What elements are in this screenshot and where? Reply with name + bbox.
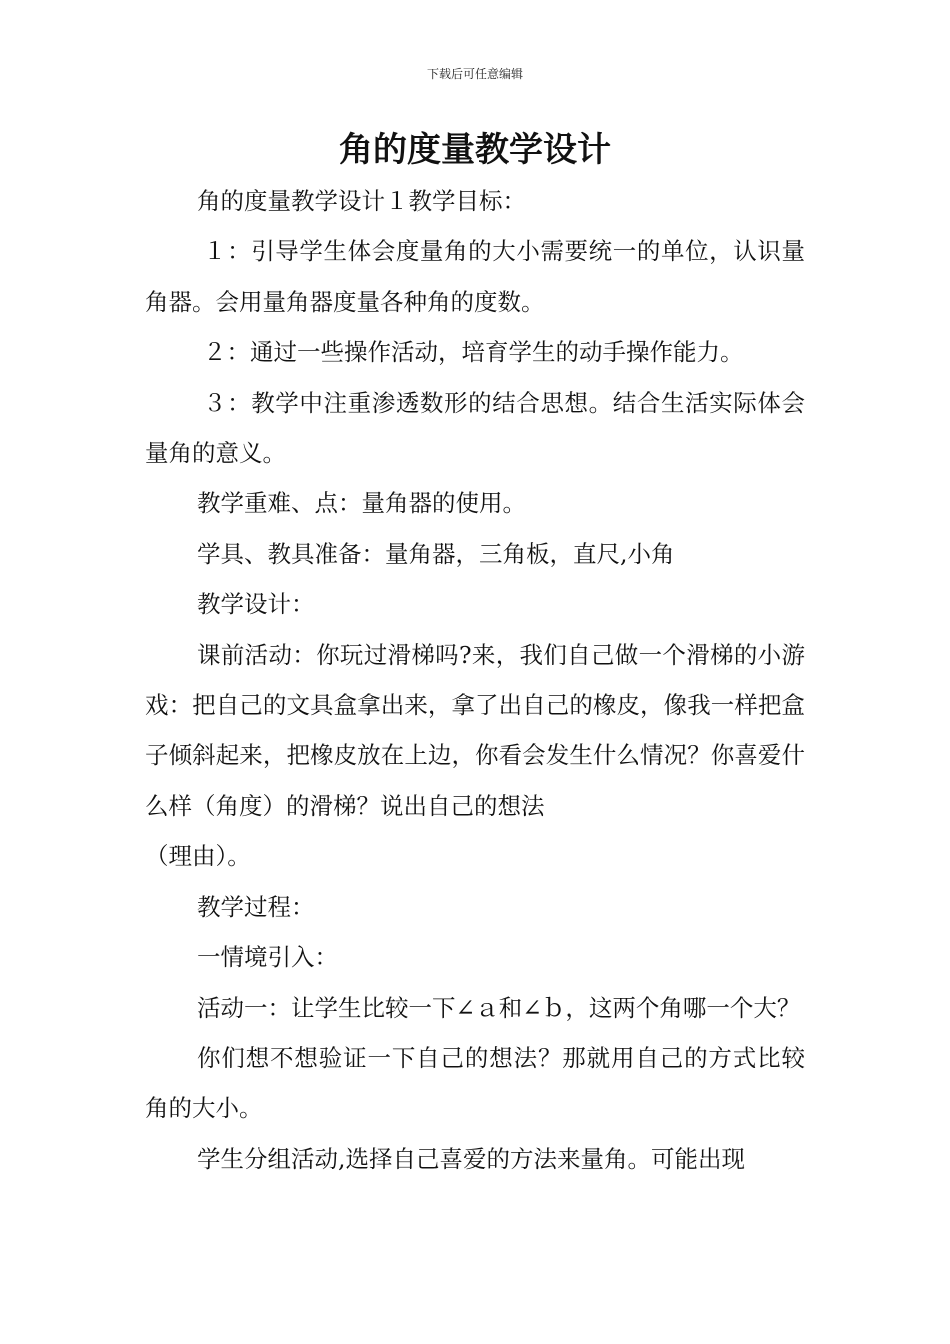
document-body — [145, 176, 805, 1184]
paragraph-verify: 你们想不想验证一下自己的想法？那就用自己的方式比较角的大小。 — [145, 1043, 805, 1123]
paragraph-objective-3: ３：教学中注重渗透数形的结合思想。结合生活实际体会量角的意义。 — [145, 388, 805, 468]
paragraph-pre-class-activity: 课前活动：你玩过滑梯吗?来，我们自己做一个滑梯的小游戏：把自己的文具盒拿出来，拿了出自己的橡皮，像我一样把盒子倾斜起来，把橡皮放在上边，你看会发生什么情况？你喜爱什么样（角度）的滑梯？说出自己的想法 — [145, 640, 805, 820]
paragraph-design-heading: 教学设计： — [197, 590, 315, 619]
paragraph-objective-2: ２：通过一些操作活动，培育学生的动手操作能力。 — [203, 338, 744, 367]
paragraph-process-heading: 教学过程： — [197, 892, 315, 921]
paragraph-activity-1: 活动一：让学生比较一下∠ａ和∠ｂ，这两个角哪一个大？ — [197, 993, 801, 1022]
paragraph-group-activity: 学生分组活动,选择自己喜爱的方法来量角。可能出现 — [197, 1144, 745, 1173]
paragraph-reason: （理由）。 — [145, 842, 251, 871]
document-title: 角的度量教学设计 — [339, 130, 611, 170]
paragraph-objectives-heading: 角的度量教学设计１教学目标： — [197, 187, 526, 215]
paragraph-materials: 学具、教具准备：量角器，三角板，直尺,小角 — [197, 539, 675, 568]
paragraph-key-points: 教学重难、点：量角器的使用。 — [197, 489, 526, 518]
paragraph-situation-intro: 一情境引入： — [197, 943, 338, 972]
page-header-note: 下载后可任意编辑 — [426, 67, 523, 81]
paragraph-objective-1: １：引导学生体会度量角的大小需要统一的单位，认识量角器。会用量角器度量各种角的度数。 — [145, 237, 805, 316]
